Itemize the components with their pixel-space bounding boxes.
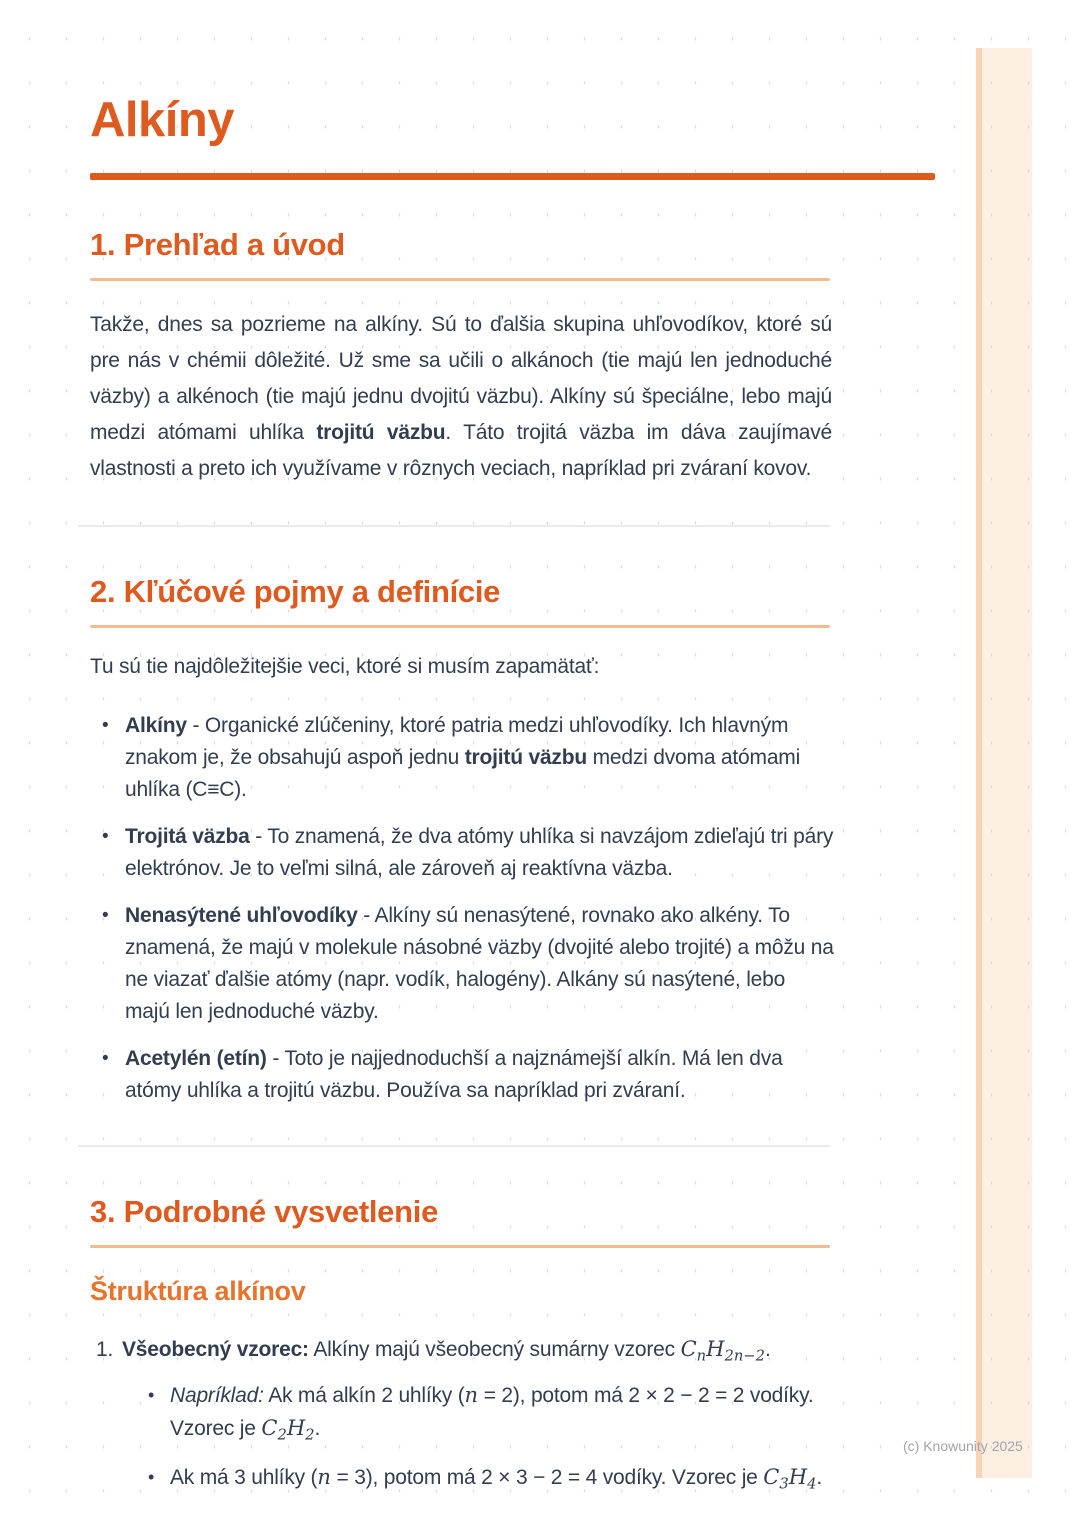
section-1-paragraph: Takže, dnes sa pozrieme na alkíny. Sú to ďalšia skupina uhľovodíkov, ktoré sú pre nás v chémii dôležité. Už sme sa učili o alkánoch (tie majú len jednoduché väzby) a alkénoch (tie majú jednu dvojitú väzbu). Alkíny sú špeciálne, lebo majú medzi atómami uhlíka trojitú väzbu. Táto trojitá väzba im dáva zaujímavé vlastnosti a preto ich využívame v rôznych veciach, napríklad pri zváraní kovov. [90,313,832,480]
number-marker: 1. [96,1338,114,1362]
structure-numbered-list [90,1333,1080,1500]
section-divider [78,1145,830,1147]
list-item-text: Alkíny - Organické zlúčeniny, ktoré patria medzi uhľovodíky. Ich hlavným znakom je, že obsahujú aspoň jednu trojitú väzbu medzi dvoma atómami uhlíka (C≡C). [125,714,801,802]
list-item [90,900,835,1028]
list-item-text: Ak má 3 uhlíky (n = 3), potom má 2 × 3 − 2 = 4 vodíky. Vzorec je $C_3H_4$. [170,1465,823,1493]
list-item-text: Nenasýtené uhľovodíky - Alkíny sú nenasýtené, rovnako ako alkény. To znamená, že majú v molekule násobné väzby (dvojité alebo trojité) a môžu na ne viazať ďalšie atómy (napr. vodík, halogény). Alkány sú nasýtené, lebo majú len jednoduché väzby. [125,904,834,1024]
section-3-rule [90,1245,830,1248]
bullet-marker: • [102,1048,109,1070]
list-item [90,821,835,885]
list-item [142,1379,842,1451]
section-2-rule [90,625,830,628]
section-2-intro: Tu sú tie najdôležitejšie veci, ktoré si musím zapamätať: [90,655,600,679]
key-terms-list [90,710,1080,1107]
list-item [90,710,835,806]
bullet-marker: • [148,1384,155,1405]
copyright-note: (c) Knowunity 2025 [903,1438,1023,1454]
list-item-text: Napríklad: Ak má alkín 2 uhlíky (n = 2), potom má 2 × 2 − 2 = 2 vodíky. Vzorec je $C_2H_2$. [170,1382,814,1444]
page-title: Alkíny [90,93,235,147]
section-2-heading: 2. Kľúčové pojmy a definície [90,574,501,609]
title-rule [90,173,935,180]
section-1-rule [90,278,830,281]
section-3-heading: 3. Podrobné vysvetlenie [90,1194,439,1230]
subsection-heading: Štruktúra alkínov [90,1276,306,1307]
numbered-item [90,1333,860,1500]
section-1-heading: 1. Prehľad a úvod [90,226,345,262]
section-divider [78,525,830,527]
list-item [142,1461,842,1500]
numbered-item-text: Všeobecný vzorec: Alkíny majú všeobecný sumárny vzorec $C_nH_{2n-2}$. [122,1337,771,1365]
list-item [90,1043,835,1107]
list-item-text: Acetylén (etín) - Toto je najjednoduchší a najznámejší alkín. Má len dva atómy uhlíka a trojitú väzbu. Používa sa napríklad pri zváraní. [125,1047,783,1103]
bullet-marker: • [102,826,109,848]
sub-bullet-list [122,1379,860,1501]
bullet-marker: • [102,715,109,737]
bullet-marker: • [148,1467,155,1488]
list-item-text: Trojitá väzba - To znamená, že dva atómy uhlíka si navzájom zdieľajú tri páry elektrónov. Je to veľmi silná, ale zároveň aj reaktívna väzba. [125,825,834,881]
bullet-marker: • [102,905,109,927]
